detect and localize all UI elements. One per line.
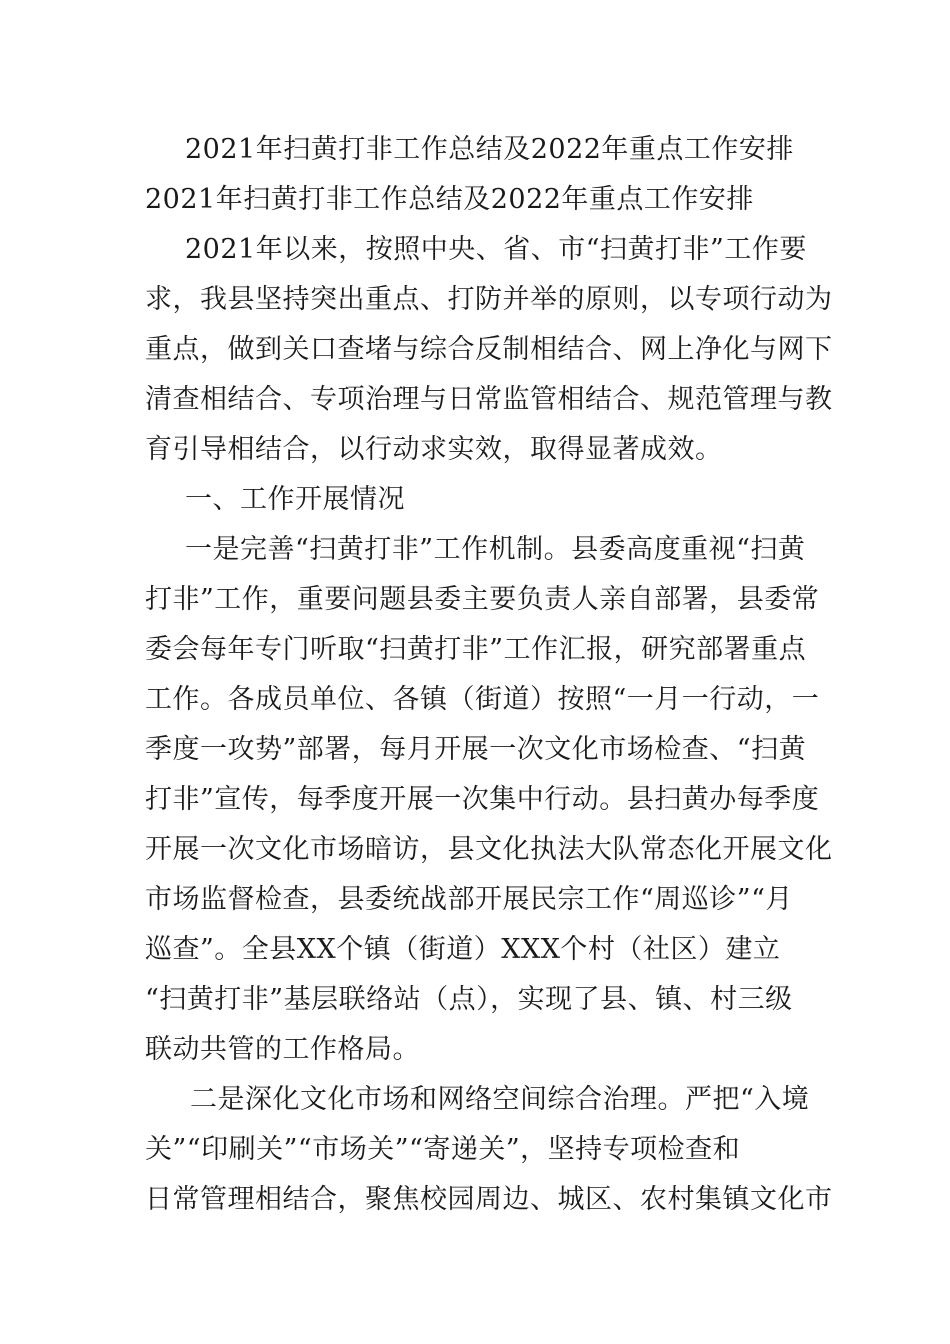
paragraph-line: 重点，做到关口查堵与综合反制相结合、网上净化与网下 bbox=[145, 334, 833, 365]
paragraph-line: 2021年以来，按照中央、省、市“扫黄打非”工作要 bbox=[185, 234, 807, 265]
document-subtitle: 2021年扫黄打非工作总结及2022年重点工作安排 bbox=[145, 184, 754, 215]
paragraph-line: 开展一次文化市场暗访，县文化执法大队常态化开展文化 bbox=[145, 834, 833, 865]
paragraph-line: “扫黄打非”基层联络站（点），实现了县、镇、村三级 bbox=[145, 984, 793, 1015]
paragraph-line: 联动共管的工作格局。 bbox=[145, 1034, 420, 1065]
paragraph-line: 求，我县坚持突出重点、打防并举的原则，以专项行动为 bbox=[145, 284, 833, 315]
paragraph-line: 季度一攻势”部署，每月开展一次文化市场检查、“扫黄 bbox=[145, 734, 807, 765]
paragraph-line: 委会每年专门听取“扫黄打非”工作汇报，研究部署重点 bbox=[145, 634, 807, 665]
paragraph-line: 育引导相结合，以行动求实效，取得显著成效。 bbox=[145, 434, 723, 465]
paragraph-line: 日常管理相结合，聚焦校园周边、城区、农村集镇文化市 bbox=[145, 1184, 833, 1215]
paragraph-line: 市场监督检查，县委统战部开展民宗工作“周巡诊”“月 bbox=[145, 884, 793, 915]
document-title: 2021年扫黄打非工作总结及2022年重点工作安排 bbox=[185, 134, 794, 165]
paragraph-line: 一是完善“扫黄打非”工作机制。县委高度重视“扫黄 bbox=[185, 534, 806, 565]
paragraph-line: 清查相结合、专项治理与日常监管相结合、规范管理与教 bbox=[145, 384, 833, 415]
section-heading: 一、工作开展情况 bbox=[185, 484, 405, 515]
paragraph-line: 打非”宣传，每季度开展一次集中行动。县扫黄办每季度 bbox=[145, 784, 820, 815]
paragraph-line: 巡查”。全县XX个镇（街道）XXX个村（社区）建立 bbox=[145, 934, 781, 965]
paragraph-line: 工作。各成员单位、各镇（街道）按照“一月一行动，一 bbox=[145, 684, 820, 715]
paragraph-line: 打非”工作，重要问题县委主要负责人亲自部署，县委常 bbox=[145, 584, 820, 615]
paragraph-line: 关”“印刷关”“市场关”“寄递关”，坚持专项检查和 bbox=[145, 1134, 741, 1165]
paragraph-line: 二是深化文化市场和网络空间综合治理。严把“入境 bbox=[190, 1084, 810, 1115]
